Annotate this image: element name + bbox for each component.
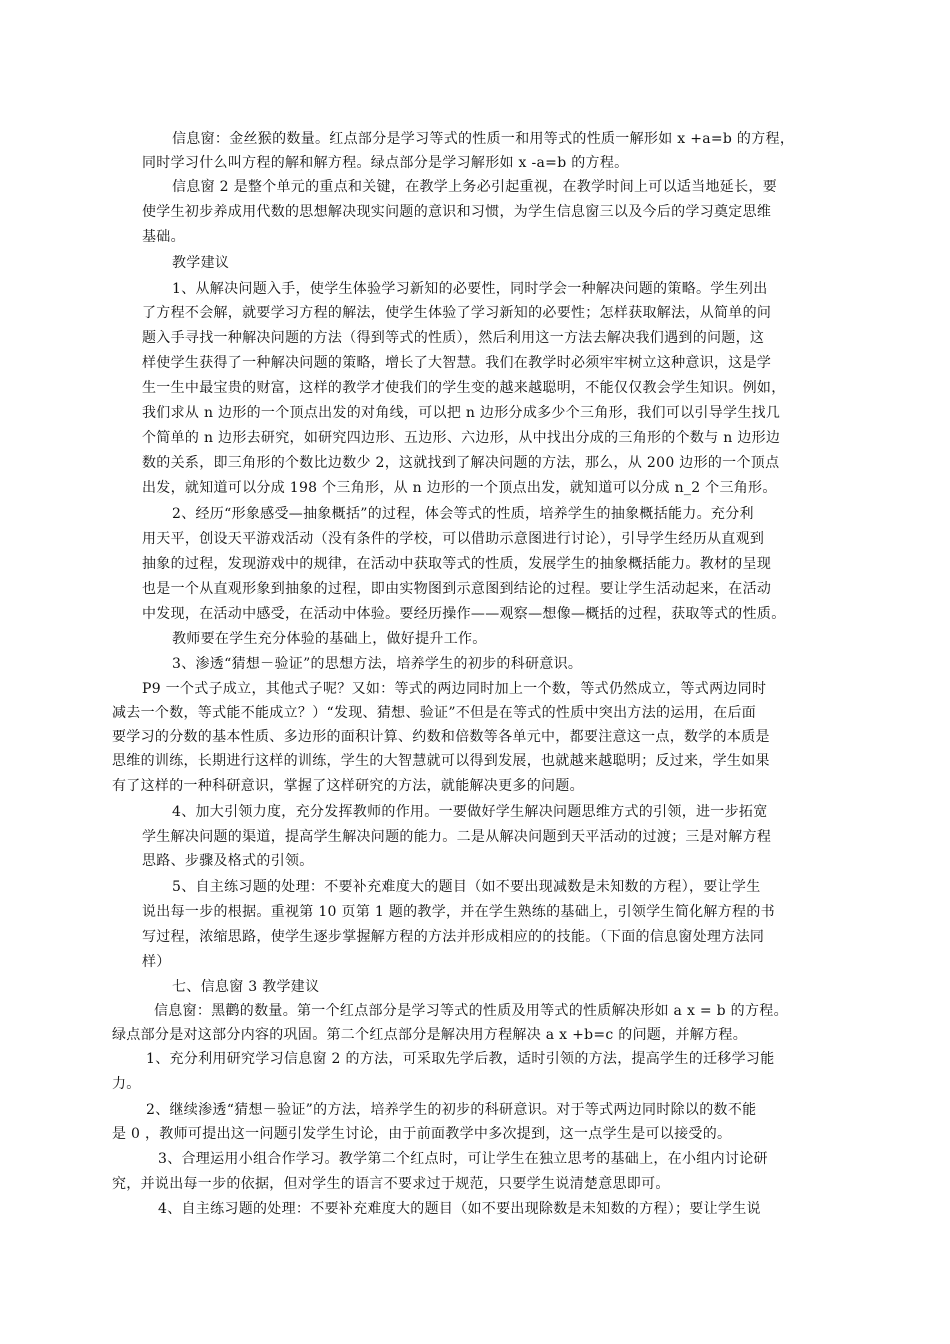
text-line: 抽象的过程，发现游戏中的规律，在活动中获取等式的性质，发展学生的抽象概括能力。教材的呈现: [142, 556, 772, 572]
text-line: 样）: [142, 954, 171, 970]
text-line: 思路、步骤及格式的引领。: [142, 853, 314, 869]
text-line: 了方程不会解，就要学习方程的解法，使学生体验了学习新知的必要性；怎样获取解法，从简单的问: [142, 305, 772, 321]
text-line: 信息窗 2 是整个单元的重点和关键，在教学上务必引起重视，在教学时间上可以适当地延长，要: [172, 179, 778, 195]
text-line: 有了这样的一种科研意识，掌握了这样研究的方法，就能解决更多的问题。: [112, 778, 584, 794]
text-line: P9 一个式子成立，其他式子呢？又如：等式的两边同时加上一个数，等式仍然成立，等式两边同时: [142, 681, 767, 697]
text-line: 信息窗：金丝猴的数量。红点部分是学习等式的性质一和用等式的性质一解形如 x +a=b 的方程，: [172, 131, 795, 147]
text-line: 同时学习什么叫方程的解和解方程。绿点部分是学习解形如 x -a=b 的方程。: [142, 155, 629, 171]
text-line: 写过程，浓缩思路，使学生逐步掌握解方程的方法并形成相应的的技能。（下面的信息窗处理方法同: [142, 929, 765, 945]
text-line: 也是一个从直观形象到抽象的过程，即由实物图到示意图到结论的过程。要让学生活动起来，在活动: [142, 581, 772, 597]
text-line: 教师要在学生充分体验的基础上，做好提升工作。: [172, 631, 487, 647]
text-line: 2、经历“形象感受—抽象概括”的过程，体会等式的性质，培养学生的抽象概括能力。充分利: [172, 506, 754, 522]
text-line: 信息窗：黑鹳的数量。第一个红点部分是学习等式的性质及用等式的性质解决形如 a x = b 的方程。: [154, 1003, 788, 1019]
text-line: 是 0 ，教师可提出这一问题引发学生讨论，由于前面教学中多次提到，这一点学生是可以接受的。: [112, 1126, 732, 1142]
text-line: 减去一个数，等式能不能成立？）“发现、猜想、验证”不但是在等式的性质中突出方法的运用，在后面: [112, 705, 757, 721]
text-line: 力。: [112, 1076, 141, 1092]
text-line: 出发，就知道可以分成 198 个三角形，从 n 边形的一个顶点出发，就知道可以分成 n_2 个三角形。: [142, 480, 777, 496]
text-line: 5、自主练习题的处理：不要补充难度大的题目（如不要出现减数是未知数的方程），要让学生: [172, 879, 761, 895]
text-line: 说出每一步的根据。重视第 10 页第 1 题的教学，并在学生熟练的基础上，引领学生简化解方程的书: [142, 904, 775, 920]
text-line: 中发现，在活动中感受，在活动中体验。要经历操作——观察—想像—概括的过程，获取等式的性质。: [142, 606, 786, 622]
text-line: 使学生初步养成用代数的思想解决现实问题的意识和习惯，为学生信息窗三以及今后的学习奠定思维: [142, 204, 772, 220]
text-line: 个简单的 n 边形去研究，如研究四边形、五边形、六边形，从中找出分成的三角形的个数与 n 边形边: [142, 430, 781, 446]
section-heading: 七、信息窗 3 教学建议: [172, 979, 320, 995]
text-line: 样使学生获得了一种解决问题的策略，增长了大智慧。我们在教学时必须牢牢树立这种意识，这是学: [142, 355, 772, 371]
text-line: 思维的训练，长期进行这样的训练，学生的大智慧就可以得到发展，也就越来越聪明；反过来，学生如果: [112, 753, 770, 769]
text-line: 4、自主练习题的处理：不要补充难度大的题目（如不要出现除数是未知数的方程）；要让学生说: [158, 1201, 761, 1217]
text-line: 4、加大引领力度，充分发挥教师的作用。一要做好学生解决问题思维方式的引领，进一步拓宽: [172, 804, 768, 820]
text-line: 用天平，创设天平游戏活动（没有条件的学校，可以借助示意图进行讨论），引导学生经历从直观到: [142, 531, 765, 547]
text-line: 我们求从 n 边形的一个顶点出发的对角线，可以把 n 边形分成多少个三角形，我们可以引导学生找几: [142, 405, 781, 421]
text-line: 究，并说出每一步的依据，但对学生的语言不要求过于规范，只要学生说清楚意思即可。: [112, 1176, 670, 1192]
text-line: 要学习的分数的基本性质、多边形的面积计算、约数和倍数等各单元中，都要注意这一点，数学的本质是: [112, 729, 770, 745]
text-line: 2、继续渗透“猜想－验证”的方法，培养学生的初步的科研意识。对于等式两边同时除以的数不能: [146, 1102, 757, 1118]
text-line: 1、从解决问题入手，使学生体验学习新知的必要性，同时学会一种解决问题的策略。学生列出: [172, 281, 768, 297]
section-heading: 教学建议: [172, 255, 230, 271]
text-line: 学生解决问题的渠道，提高学生解决问题的能力。二是从解决问题到天平活动的过渡；三是对解方程: [142, 829, 772, 845]
text-line: 数的关系，即三角形的个数比边数少 2，这就找到了解决问题的方法，那么，从 200 边形的一个顶点: [142, 455, 780, 471]
text-line: 3、合理运用小组合作学习。教学第二个红点时，可让学生在独立思考的基础上，在小组内讨论研: [158, 1151, 768, 1167]
text-line: 题入手寻找一种解决问题的方法（得到等式的性质），然后利用这一方法去解决我们遇到的问题，这: [142, 330, 765, 346]
text-line: 3、渗透“猜想－验证”的思想方法，培养学生的初步的科研意识。: [172, 656, 583, 672]
text-line: 基础。: [142, 229, 185, 245]
text-line: 1、充分利用研究学习信息窗 2 的方法，可采取先学后教，适时引领的方法，提高学生的迁移学习能: [146, 1051, 775, 1067]
text-line: 绿点部分是对这部分内容的巩固。第二个红点部分是解决用方程解决 a x +b=c 的问题，并解方程。: [112, 1027, 748, 1043]
text-line: 生一生中最宝贵的财富，这样的教学才使我们的学生变的越来越聪明，不能仅仅教会学生知识。例如，: [142, 380, 786, 396]
